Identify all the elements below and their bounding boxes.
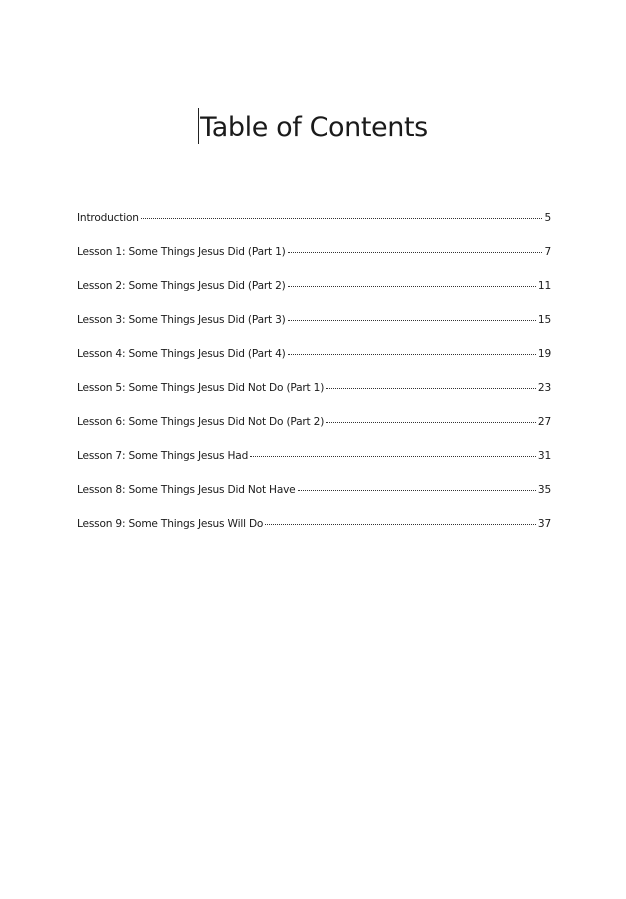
toc-entry-page: 7: [544, 246, 551, 258]
toc-entry-lesson-4[interactable]: [77, 346, 551, 362]
page-title[interactable]: Table of Contents: [200, 112, 428, 143]
toc-entry-label: Introduction: [77, 212, 139, 224]
dot-leader: [288, 310, 536, 321]
toc-entry-lesson-8[interactable]: [77, 482, 551, 498]
toc-entry-page: 37: [537, 518, 551, 530]
toc-entry-label: Lesson 6: Some Things Jesus Did Not Do (Part 2): [77, 416, 325, 428]
toc-entry-introduction[interactable]: [77, 210, 551, 226]
toc-entry-lesson-3[interactable]: [77, 312, 551, 328]
toc-entry-label: Lesson 1: Some Things Jesus Did (Part 1): [77, 246, 286, 258]
toc-entry-page: 31: [537, 450, 551, 462]
dot-leader: [265, 514, 536, 525]
dot-leader: [298, 480, 536, 491]
toc-entry-lesson-1[interactable]: [77, 244, 551, 260]
toc-entry-page: 19: [537, 348, 551, 360]
toc-entry-lesson-6[interactable]: [77, 414, 551, 430]
dot-leader: [141, 208, 543, 219]
dot-leader: [250, 446, 536, 457]
toc-entry-page: 27: [537, 416, 551, 428]
toc-entry-label: Lesson 9: Some Things Jesus Will Do: [77, 518, 264, 530]
toc-entry-label: Lesson 2: Some Things Jesus Did (Part 2): [77, 280, 286, 292]
toc-entry-page: 11: [537, 280, 551, 292]
dot-leader: [288, 276, 536, 287]
toc-entry-label: Lesson 3: Some Things Jesus Did (Part 3): [77, 314, 286, 326]
dot-leader: [288, 242, 543, 253]
dot-leader: [326, 378, 536, 389]
toc-entry-label: Lesson 8: Some Things Jesus Did Not Have: [77, 484, 296, 496]
toc-entry-page: 5: [544, 212, 551, 224]
text-cursor: [198, 108, 199, 144]
toc-entry-label: Lesson 4: Some Things Jesus Did (Part 4): [77, 348, 286, 360]
toc-entry-lesson-5[interactable]: [77, 380, 551, 396]
toc-entry-page: 15: [537, 314, 551, 326]
toc-entry-page: 35: [537, 484, 551, 496]
toc-entry-label: Lesson 7: Some Things Jesus Had: [77, 450, 249, 462]
toc-entry-page: 23: [537, 382, 551, 394]
title-block: [0, 108, 626, 144]
toc-entry-lesson-2[interactable]: [77, 278, 551, 294]
toc-entry-lesson-9[interactable]: [77, 516, 551, 532]
dot-leader: [288, 344, 536, 355]
dot-leader: [326, 412, 536, 423]
toc-entry-lesson-7[interactable]: [77, 448, 551, 464]
toc-entry-label: Lesson 5: Some Things Jesus Did Not Do (Part 1): [77, 382, 325, 394]
